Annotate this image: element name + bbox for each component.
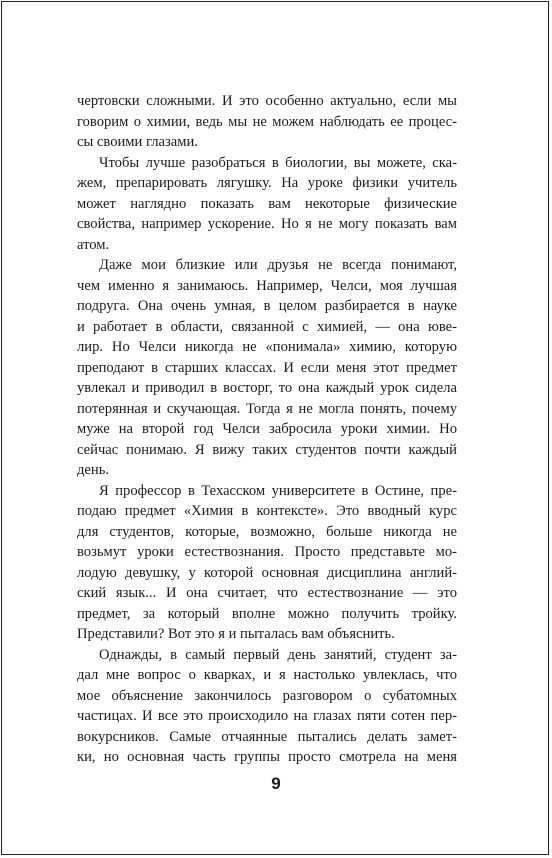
paragraph-3 [77,255,457,481]
text-line: свойства, например ускорение. Но я не могу показать вам [77,216,457,232]
text-line: и работает в области, связанной с химией, — она юве- [77,318,457,335]
text-line: предмет, за который вполне можно получить тройку. [77,605,457,622]
text-line: дал мне вопрос о кварках, и я настолько увлеклась, что [77,667,457,683]
text-line: чем именно я занимаюсь. Например, Челси, моя лучшая [77,277,457,294]
paragraph-5 [77,645,457,768]
paragraph-2 [77,153,457,256]
text-line: Я профессор в Техасском университете в Остине, пре- [99,482,457,499]
paragraph-4 [77,481,457,645]
text-line: потерянная и скучающая. Тогда я не могла понять, почему [77,400,457,417]
text-line: жем, препарировать лягушку. На уроке физики учитель [77,175,457,191]
text-line: увлекал и приводил в восторг, то она каждый урок сидела [77,380,457,396]
paragraph-1 [77,91,457,153]
text-line: подруга. Она очень умная, в целом разбирается в науке [77,298,457,314]
text-line: вокурсников. Самые отчаянные пытались делать замет- [77,728,457,745]
text-line: возьмут уроки естествознания. Просто представьте мо- [77,544,457,560]
text-line: для студентов, которые, возможно, больше никогда не [77,523,457,540]
text-line: Даже мои близкие или друзья не всегда понимают, [99,257,457,273]
text-line: Представили? Вот это я и пыталась вам объяснить. [77,626,395,642]
text-line: сейчас понимаю. Я вижу таких студентов почти каждый [77,441,457,458]
text-line: ки, но основная часть группы просто смотрела на меня [77,749,457,765]
text-line: говорим о химии, ведь мы не можем наблюдать ее процес- [77,113,457,130]
text-line: частицах. И все это происходило на глазах пяти сотен пер- [77,708,457,724]
body-text [77,91,457,768]
text-line: может наглядно показать вам некоторые физические [77,195,457,212]
text-line: чертовски сложными. И это особенно актуально, если мы [77,93,457,109]
text-line: атом. [77,236,110,253]
text-line: лир. Но Челси никогда не «понимала» химию, которую [77,339,457,355]
text-line: подаю предмет «Химия в контексте». Это вводный курс [77,503,457,519]
page-number: 9 [271,774,281,793]
text-line: преподают в старших классах. И если меня этот предмет [77,359,457,376]
text-line: сы своими глазами. [77,134,198,150]
text-line: мое объяснение закончилось разговором о субатомных [77,687,457,704]
text-line: муже на второй год Челси забросила уроки химии. Но [77,421,457,437]
text-line: ский язык... И она считает, что естествознание — это [77,585,457,601]
text-line: Однажды, в самый первый день занятий, студент за- [99,646,457,663]
text-line: день. [77,462,110,478]
text-line: Чтобы лучше разобраться в биологии, вы можете, ска- [99,154,457,171]
text-line: лодую девушку, у которой основная дисциплина англий- [77,564,457,581]
